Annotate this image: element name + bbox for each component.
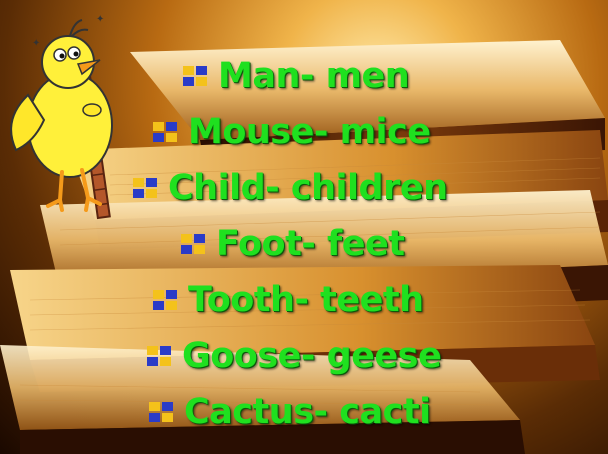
list-item <box>146 336 441 376</box>
list-item <box>132 168 448 208</box>
plural-text: Tooth- teeth <box>188 280 424 320</box>
plural-text: Foot- feet <box>216 224 405 264</box>
four-square-bullet-icon <box>182 65 208 87</box>
four-square-bullet-icon <box>152 289 178 311</box>
plural-text: Man- men <box>218 56 410 96</box>
four-square-bullet-icon <box>148 401 174 423</box>
svg-text:✦: ✦ <box>96 14 105 25</box>
plural-text: Mouse- mice <box>188 112 431 152</box>
plural-text: Goose- geese <box>182 336 442 376</box>
svg-text:✦: ✦ <box>32 38 41 49</box>
four-square-bullet-icon <box>132 177 158 199</box>
plural-text: Cactus- cacti <box>184 392 431 432</box>
four-square-bullet-icon <box>152 121 178 143</box>
list-item <box>180 224 404 264</box>
list-item <box>182 56 409 96</box>
four-square-bullet-icon <box>146 345 172 367</box>
plural-text: Child- children <box>168 168 448 208</box>
list-item <box>152 112 431 152</box>
four-square-bullet-icon <box>180 233 206 255</box>
chick-mascot-icon <box>0 0 150 225</box>
list-item <box>148 392 431 432</box>
list-item <box>152 280 424 320</box>
